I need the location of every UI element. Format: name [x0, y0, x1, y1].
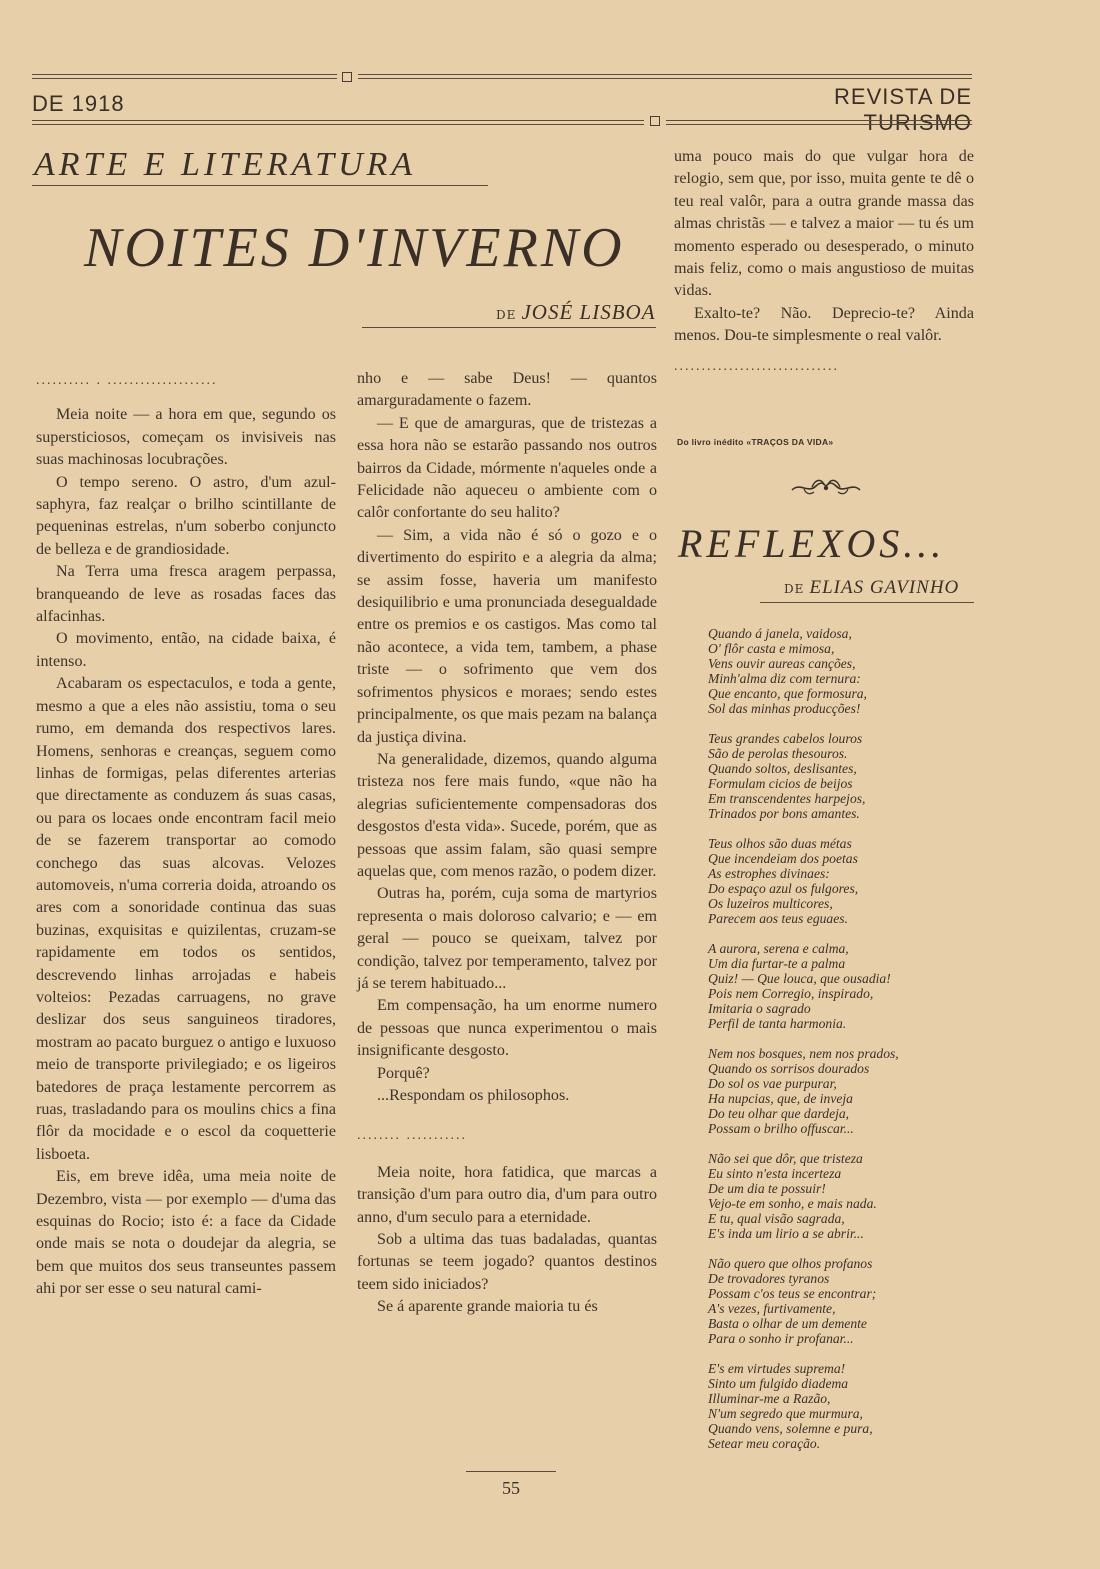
poem-line: Quando os sorrisos dourados: [708, 1061, 870, 1076]
poem-line: São de perolas thesouros.: [708, 746, 848, 761]
poem-byline-underline: [760, 602, 974, 603]
section-title: ARTE E LITERATURA: [34, 146, 417, 183]
paragraph: Exalto-te? Não. Deprecio-te? Ainda menos. Dou-te simplesmente o real valôr.: [674, 304, 974, 345]
poem-line: Do sol os vae purpurar,: [708, 1076, 837, 1091]
poem-line: Não quero que olhos profanos: [708, 1256, 873, 1271]
poem-author: ELIAS GAVINHO: [809, 577, 960, 598]
poem-line: Quando á janela, vaidosa,: [708, 626, 852, 641]
paragraph: uma pouco mais do que vulgar hora de relogio, sem que, por isso, muita gente te dê o teu real valôr, para a outra grande massa das almas christãs — e talvez a maior — tu és um momento esperado ou desesperado, o minuto mais feliz, como o mais angustioso de muitas vidas.: [674, 148, 974, 300]
poem-title: REFLEXOS...: [678, 521, 946, 566]
paragraph: Porquê?: [377, 1064, 430, 1082]
poem-line: Possam o brilho offuscar...: [708, 1121, 854, 1136]
poem-body: [708, 626, 970, 1466]
poem-line: Um dia furtar-te a palma: [708, 956, 846, 971]
paragraph: O tempo sereno. O astro, d'um azul-saphyra, faz realçar o brilho scintillante de pequeninas estrelas, n'um soberbo conjuncto de belleza e de grandiosidade.: [36, 473, 336, 558]
separator-dots: ........ ...........: [357, 1128, 467, 1144]
article-byline: [496, 300, 656, 325]
poem-line: Setear meu coração.: [708, 1436, 821, 1451]
paragraph: Sob a ultima das tuas badaladas, quantas fortunas se teem jogado? quantos destinos teem sido iniciados?: [357, 1231, 657, 1293]
poem-stanza: [708, 836, 970, 926]
poem-line: O' flôr casta e mimosa,: [708, 641, 835, 656]
paragraph: Meia noite — a hora em que, segundo os supersticiosos, começam os invisiveis nas suas machinosas locubrações.: [36, 406, 336, 469]
poem-line: Não sei que dôr, que tristeza: [708, 1151, 863, 1166]
poem-stanza: [708, 626, 970, 716]
section-title-underline: [32, 185, 488, 186]
paragraph: Acabaram os espectaculos, e toda a gente, mesmo a que a eles não assistiu, toma o seu rumo, em demanda dos respectivos lares. Homens, senhoras e creanças, seguem como linhas de formigas, pelas diferentes arterias que directamente as conduzem ás suas casas, ou para os locaes onde encontram facil meio de se fazerem transportar ao comodo conchego das suas alcovas. Velozes automoveis, n'uma correria doida, atroando os ares com a sonoridade continua das suas buzinas, exquisitas e quizilentas, cruzam-se rapidamente em todos os sentidos, descrevendo linhas arrojadas e habeis volteios: Pezadas carruagens, no grave deslizar dos seus sanguineos tiradores, mostram ao pacato burguez o antigo e luxuoso meio de transporte privilegiado; e os ligeiros batedores de praça lestamente percorrem as ruas, trasladando para os moulins chics a fina flôr da mocidade e o escol da coquetterie lisboeta.: [36, 675, 336, 1163]
article-column-2: [357, 368, 657, 1319]
header-date: DE 1918: [32, 91, 125, 116]
poem-line: Imitaria o sagrado: [708, 1001, 811, 1016]
poem-line: Quiz! — Que louca, que ousadia!: [708, 971, 891, 986]
poem-line: Que incendeiam dos poetas: [708, 851, 858, 866]
paragraph: — Sim, a vida não é só o gozo e o divertimento do espirito e a alegria da alma; se assim fosse, haveria um manifesto desiquilibrio e uma pronunciada desegualdade entre os premios e os castigos. Mas como tal não acontece, a vida tem, tambem, a phase triste — o sofrimento que vem dos sofrimentos physicos e moraes; sendo estes principalmente, os que mais pezam na balança da justiça divina.: [357, 526, 657, 746]
poem-line: Possam c'os teus se encontrar;: [708, 1286, 877, 1301]
paragraph: Na generalidade, dizemos, quando alguma tristeza nos fere mais fundo, «que não ha alegrias suficientemente compensadoras dos desgostos d'esta vida». Sucede, porém, que as pessoas que assim falam, são quasi sempre aquelas que, com menos razão, o podem dizer.: [357, 750, 657, 880]
poem-line: De um dia te possuir!: [708, 1181, 826, 1196]
header-rule-top-right: [358, 74, 972, 75]
article-column-1: [36, 370, 336, 1301]
poem-line: As estrophes divinaes:: [708, 866, 830, 881]
article-column-3: [674, 146, 974, 378]
paragraph: Em compensação, ha um enorme numero de pessoas que nunca experimentou o mais insignificante desgosto.: [357, 997, 657, 1060]
byline-prefix: DE: [496, 308, 517, 322]
poem-line: Vejo-te em sonho, e mais nada.: [708, 1196, 877, 1211]
header-rule-bottom-left: [32, 120, 644, 121]
poem-line: Do teu olhar que dardeja,: [708, 1106, 850, 1121]
poem-line: Illuminar-me a Razão,: [708, 1391, 831, 1406]
poem-line: Pois nem Corregio, inspirado,: [708, 986, 874, 1001]
header-rule-top-left: [32, 74, 337, 75]
header-rule-top-right-2: [358, 78, 972, 79]
poem-line: Teus grandes cabelos louros: [708, 731, 863, 746]
poem-line: Teus olhos são duas métas: [708, 836, 852, 851]
paragraph: O movimento, então, na cidade baixa, é intenso.: [36, 630, 336, 670]
poem-line: Quando soltos, deslisantes,: [708, 761, 857, 776]
poem-line: Vens ouvir aureas canções,: [708, 656, 856, 671]
paragraph: Se á aparente grande maioria tu és: [377, 1298, 598, 1316]
poem-line: Basta o olhar de um demente: [708, 1316, 867, 1331]
poem-line: Para o sonho ir profanar...: [708, 1331, 854, 1346]
poem-line: Trinados por bons amantes.: [708, 806, 860, 821]
poem-line: Do espaço azul os fulgores,: [708, 881, 859, 896]
page-number: 55: [502, 1478, 520, 1498]
article-author: JOSÉ LISBOA: [521, 300, 656, 324]
poem-stanza: [708, 1046, 970, 1136]
paragraph: nho e — sabe Deus! — quantos amarguradamente o fazem.: [357, 370, 657, 410]
poem-line: A aurora, serena e calma,: [708, 941, 849, 956]
paragraph: Meia noite, hora fatidica, que marcas a transição d'um para outro dia, d'um para outro anno, d'um seculo para a eternidade.: [357, 1163, 657, 1226]
poem-line: N'um segredo que murmura,: [708, 1406, 863, 1421]
ornament-square: [342, 72, 352, 82]
poem-byline: [784, 577, 959, 599]
poem-line: Que encanto, que formosura,: [708, 686, 867, 701]
poem-stanza: [708, 1151, 970, 1241]
header-rule-bottom-left-2: [32, 124, 644, 125]
header-rule-bottom-right: [666, 120, 972, 121]
separator-dots: ..............................: [674, 358, 839, 374]
poem-stanza: [708, 1361, 970, 1451]
poem-stanza: [708, 1256, 970, 1346]
header-magazine-title: REVISTA DE TURISMO: [834, 84, 972, 135]
poem-line: Nem nos bosques, nem nos prados,: [708, 1046, 899, 1061]
article-title: NOITES D'INVERNO: [84, 217, 625, 279]
poem-line: Perfil de tanta harmonia.: [708, 1016, 847, 1031]
poem-line: Quando vens, solemne e pura,: [708, 1421, 873, 1436]
poem-line: Os luzeiros multicores,: [708, 896, 833, 911]
poem-line: De trovadores tyranos: [708, 1271, 830, 1286]
poem-line: Minh'alma diz com ternura:: [708, 671, 861, 686]
header-rule-top-left-2: [32, 78, 337, 79]
poem-line: E's em virtudes suprema!: [708, 1361, 846, 1376]
paragraph: Eis, em breve idêa, uma meia noite de Dezembro, vista — por exemplo — d'uma das esquinas do Rocio; isto é: a face da Cidade onde mais se nota o doudejar da alegria, se bem que muitos dos seus transeuntes passem ahi por ser esse o seu natural cami-: [36, 1168, 336, 1298]
poem-line: Formulam cicios de beijos: [708, 776, 853, 791]
paragraph: — E que de amarguras, que de tristezas a essa hora não se estarão passando nos outros bairros da Cidade, mórmente n'aqueles onde a Felicidade não aqueceu o ambiente com o calôr confortante do seu halito?: [357, 414, 657, 522]
source-note: Do livro inédito «TRAÇOS DA VIDA»: [677, 437, 834, 447]
byline-prefix: DE: [784, 582, 805, 596]
byline-underline: [362, 327, 656, 328]
poem-line: Em transcendentes harpejos,: [708, 791, 866, 806]
poem-line: Sol das minhas producções!: [708, 701, 861, 716]
header-rule-bottom-right-2: [666, 124, 972, 125]
opening-dots: .......... . ....................: [36, 373, 218, 388]
paragraph: ...Respondam os philosophos.: [377, 1087, 570, 1104]
floral-ornament-icon: [790, 476, 862, 498]
ornament-square-2: [650, 116, 660, 126]
page-number-rule: [466, 1471, 556, 1472]
poem-line: Sinto um fulgido diadema: [708, 1376, 849, 1391]
poem-line: Parecem aos teus eguaes.: [708, 911, 848, 926]
poem-line: A's vezes, furtivamente,: [708, 1301, 836, 1316]
poem-line: E's inda um lirio a se abrir...: [708, 1226, 864, 1241]
poem-line: Eu sinto n'esta incerteza: [708, 1166, 842, 1181]
paragraph: Outras ha, porém, cuja soma de martyrios representa o mais doloroso calvario; e — em geral — pouco se queixam, talvez por condição, talvez por temperamento, talvez por já se terem habituado...: [357, 885, 657, 992]
paragraph: Na Terra uma fresca aragem perpassa, branqueando de leve as rosadas faces das alfacinhas.: [36, 563, 336, 626]
poem-line: E tu, qual visão sagrada,: [708, 1211, 845, 1226]
poem-stanza: [708, 941, 970, 1031]
poem-stanza: [708, 731, 970, 821]
poem-line: Ha nupcias, que, de inveja: [708, 1091, 853, 1106]
